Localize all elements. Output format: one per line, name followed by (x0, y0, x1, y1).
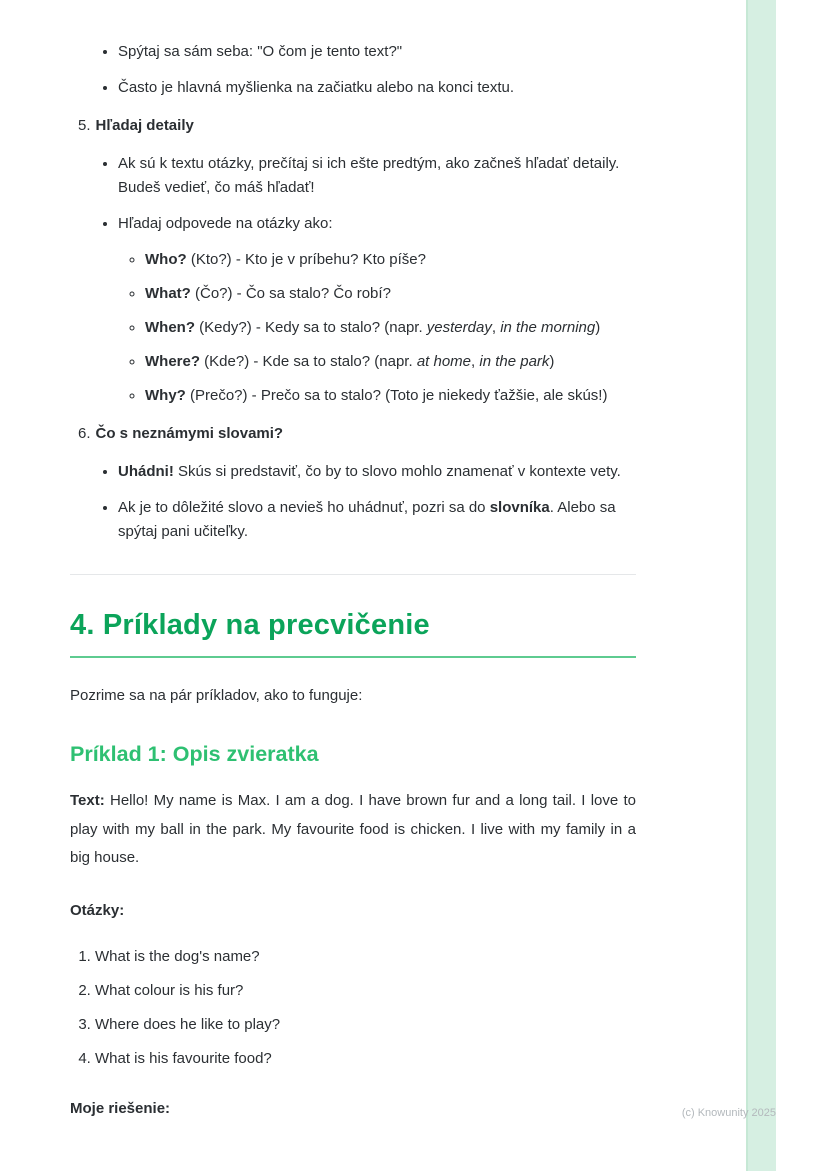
question-word: When? (145, 319, 195, 336)
item-number: 5. (78, 117, 91, 134)
list-item (95, 1047, 636, 1071)
bullet-lead-word: Uhádni! (118, 463, 174, 480)
bullet-text: Hľadaj odpovede na otázky ako: (118, 215, 333, 232)
question-text: Where does he like to play? (95, 1015, 281, 1033)
bullet-item (118, 496, 636, 544)
example-question-list (70, 945, 636, 1071)
question-text: , (491, 319, 501, 336)
item-number: 6. (78, 425, 91, 442)
question-item (145, 316, 636, 340)
example-word: in the park (479, 353, 550, 370)
document-content (70, 36, 636, 1121)
question-text: What colour is his fur? (95, 981, 244, 999)
text-body: Hello! My name is Max. I am a dog. I have brown fur and a long tail. I love to play with my ball in the park. My favourite food is chicken. I live with my family in a big house. (70, 792, 636, 866)
item-5-bullet-list (70, 152, 636, 408)
section-divider (70, 574, 636, 575)
bullet-text: Spýtaj sa sám seba: "O čom je tento text?" (118, 43, 403, 60)
question-text: What is the dog's name? (95, 947, 260, 965)
list-item (95, 1013, 636, 1037)
question-text: What is his favourite food? (95, 1049, 272, 1067)
question-word: What? (145, 285, 191, 302)
section-heading: 4. Príklady na precvičenie (70, 609, 636, 658)
section-intro: Pozrime sa na pár príkladov, ako to funguje: (70, 687, 363, 704)
bullet-bold-word: slovníka (489, 499, 550, 516)
question-word: Where? (145, 353, 201, 370)
question-text: ) (549, 353, 555, 370)
example-text-paragraph (70, 787, 636, 873)
question-text: (Kde?) - Kde sa to stalo? (napr. (200, 353, 417, 370)
bullet-item (118, 212, 636, 408)
question-text: , (471, 353, 480, 370)
question-word-list (118, 248, 636, 408)
bullet-item (118, 40, 636, 64)
question-item (145, 282, 636, 306)
example-word: in the morning (500, 319, 596, 336)
questions-label: Otázky: (70, 901, 125, 919)
intro-bullet-list (70, 40, 636, 100)
page-edge-stripe (746, 0, 776, 1171)
question-word: Why? (145, 387, 186, 404)
bullet-text: Ak sú k textu otázky, prečítaj si ich ešte predtým, ako začneš hľadať detaily. Budeš vedieť, čo máš hľadať! (118, 155, 620, 196)
solution-label: Moje riešenie: (70, 1099, 171, 1117)
item-title: Hľadaj detaily (95, 117, 194, 134)
bullet-text: Často je hlavná myšlienka na začiatku alebo na konci textu. (118, 79, 515, 96)
list-item (95, 979, 636, 1003)
bullet-item (118, 76, 636, 100)
bullet-item (118, 152, 636, 200)
question-text: (Kedy?) - Kedy sa to stalo? (napr. (195, 319, 427, 336)
example-word: yesterday (426, 319, 492, 336)
text-label: Text: (70, 792, 105, 809)
example-word: at home (416, 353, 472, 370)
question-item (145, 248, 636, 272)
numbered-item-6 (70, 422, 636, 446)
question-text: (Prečo?) - Prečo sa to stalo? (Toto je niekedy ťažšie, ale skús!) (185, 387, 608, 404)
footer-credit: (c) Knowunity 2025 (681, 1107, 776, 1119)
question-text: ) (595, 319, 601, 336)
question-word: Who? (145, 251, 187, 268)
question-item (145, 384, 636, 408)
bullet-text: Ak je to dôležité slovo a nevieš ho uhádnuť, pozri sa do (118, 499, 490, 516)
bullet-text: . Alebo sa spýtaj pani učiteľky. (118, 499, 616, 540)
question-text: (Čo?) - Čo sa stalo? Čo robí? (190, 285, 391, 302)
item-title: Čo s neznámymi slovami? (95, 425, 284, 442)
list-item (95, 945, 636, 969)
question-item (145, 350, 636, 374)
item-6-bullet-list (70, 460, 636, 544)
question-text: (Kto?) - Kto je v príbehu? Kto píše? (186, 251, 426, 268)
bullet-text: Skús si predstaviť, čo by to slovo mohlo znamenať v kontexte vety. (173, 463, 621, 480)
numbered-item-5 (70, 114, 636, 138)
example-heading: Príklad 1: Opis zvieratka (70, 742, 319, 766)
bullet-item (118, 460, 636, 484)
